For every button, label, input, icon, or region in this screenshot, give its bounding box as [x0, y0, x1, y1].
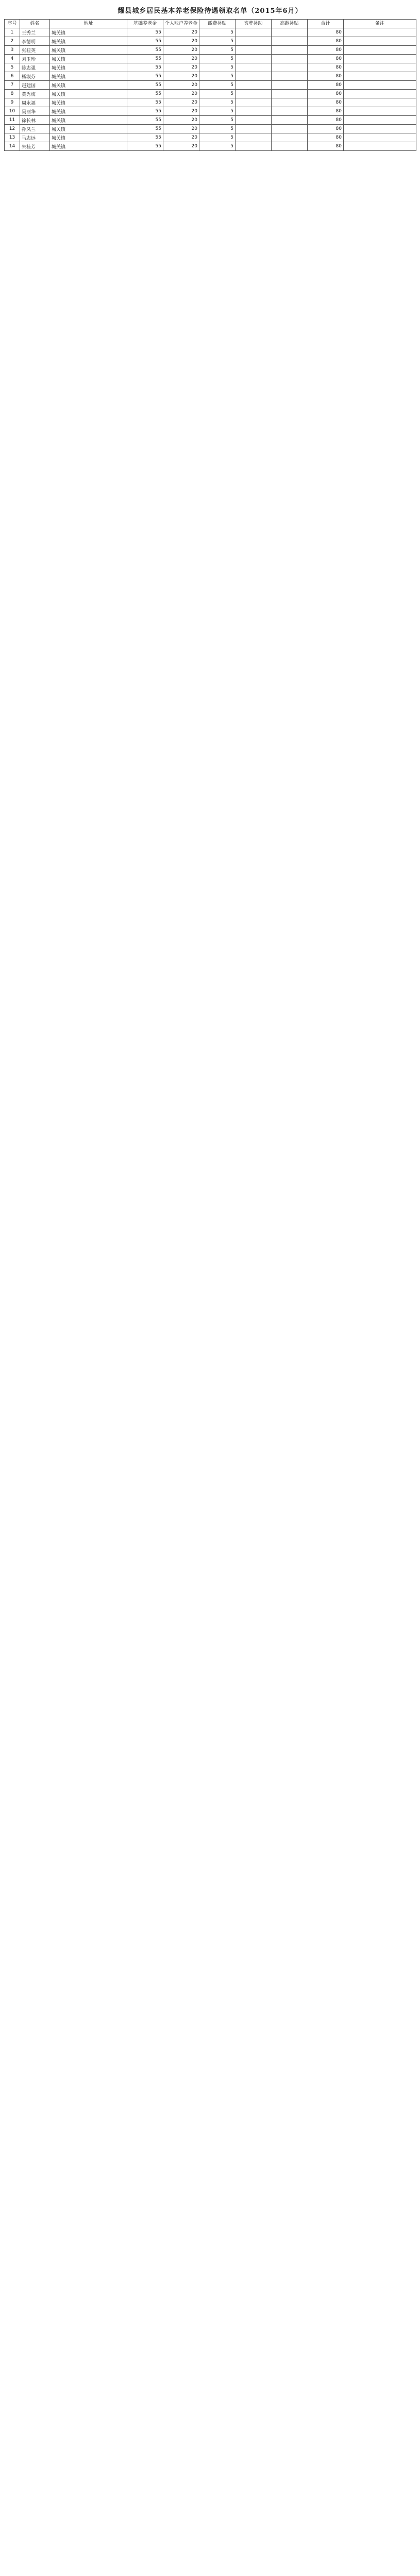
table-cell — [272, 55, 308, 63]
table-cell — [272, 46, 308, 55]
table-cell: 20 — [163, 46, 199, 55]
table-cell — [272, 107, 308, 116]
table-cell: 55 — [127, 142, 163, 151]
table-cell: 10 — [5, 107, 20, 116]
table-cell: 55 — [127, 90, 163, 98]
table-cell: 55 — [127, 125, 163, 133]
table-cell: 20 — [163, 98, 199, 107]
table-cell: 20 — [163, 37, 199, 46]
table-cell: 5 — [199, 72, 236, 81]
table-cell — [272, 116, 308, 125]
table-cell: 7 — [5, 81, 20, 90]
table-cell: 马志远 — [20, 133, 50, 142]
table-cell: 80 — [308, 116, 344, 125]
table-cell: 城关镇 — [50, 81, 127, 90]
table-cell: 80 — [308, 90, 344, 98]
table-cell: 14 — [5, 142, 20, 151]
table-cell: 城关镇 — [50, 37, 127, 46]
table-cell: 城关镇 — [50, 72, 127, 81]
table-cell: 5 — [199, 125, 236, 133]
table-cell: 12 — [5, 125, 20, 133]
table-cell — [236, 90, 272, 98]
table-row — [5, 37, 416, 46]
table-cell — [272, 28, 308, 37]
column-header: 合计 — [308, 20, 344, 28]
column-header: 丧葬补助 — [236, 20, 272, 28]
table-cell: 80 — [308, 133, 344, 142]
pension-table — [4, 19, 416, 151]
table-row — [5, 125, 416, 133]
table-cell — [272, 81, 308, 90]
table-cell — [236, 107, 272, 116]
table-cell — [344, 28, 416, 37]
table-cell — [272, 125, 308, 133]
table-cell: 城关镇 — [50, 55, 127, 63]
column-header: 缴费补贴 — [199, 20, 236, 28]
table-cell — [272, 142, 308, 151]
table-cell: 20 — [163, 72, 199, 81]
table-cell — [236, 98, 272, 107]
table-cell: 5 — [199, 28, 236, 37]
table-cell — [344, 90, 416, 98]
table-cell — [344, 142, 416, 151]
table-cell — [236, 72, 272, 81]
table-cell — [344, 55, 416, 63]
table-row — [5, 28, 416, 37]
table-cell: 张桂英 — [20, 46, 50, 55]
table-cell — [344, 125, 416, 133]
table-cell: 5 — [199, 81, 236, 90]
table-cell: 80 — [308, 81, 344, 90]
table-row — [5, 142, 416, 151]
table-cell: 陈志强 — [20, 63, 50, 72]
table-cell — [344, 37, 416, 46]
table-cell: 55 — [127, 37, 163, 46]
table-cell — [236, 116, 272, 125]
table-cell: 20 — [163, 28, 199, 37]
table-row — [5, 55, 416, 63]
table-row — [5, 81, 416, 90]
column-header: 地址 — [50, 20, 127, 28]
table-cell: 20 — [163, 116, 199, 125]
table-cell: 城关镇 — [50, 107, 127, 116]
table-cell — [236, 55, 272, 63]
table-cell: 5 — [199, 98, 236, 107]
table-cell: 杨淑芬 — [20, 72, 50, 81]
column-header: 高龄补贴 — [272, 20, 308, 28]
table-cell: 1 — [5, 28, 20, 37]
table-cell — [236, 81, 272, 90]
table-cell — [236, 46, 272, 55]
table-cell: 王秀兰 — [20, 28, 50, 37]
table-cell — [344, 98, 416, 107]
table-header — [5, 20, 416, 28]
table-row — [5, 107, 416, 116]
table-cell: 吴丽华 — [20, 107, 50, 116]
table-cell: 11 — [5, 116, 20, 125]
table-cell — [344, 107, 416, 116]
table-cell: 80 — [308, 125, 344, 133]
table-cell: 城关镇 — [50, 116, 127, 125]
table-cell: 赵建国 — [20, 81, 50, 90]
column-header: 序号 — [5, 20, 20, 28]
table-cell: 80 — [308, 46, 344, 55]
table-cell: 9 — [5, 98, 20, 107]
table-row — [5, 90, 416, 98]
table-cell: 55 — [127, 46, 163, 55]
table-cell: 城关镇 — [50, 133, 127, 142]
table-cell — [272, 98, 308, 107]
table-cell: 55 — [127, 72, 163, 81]
table-cell: 李德明 — [20, 37, 50, 46]
table-row — [5, 133, 416, 142]
table-cell: 8 — [5, 90, 20, 98]
table-cell: 周永福 — [20, 98, 50, 107]
table-cell — [344, 46, 416, 55]
table-header-row — [5, 20, 416, 28]
table-cell: 5 — [199, 142, 236, 151]
table-cell: 黄秀梅 — [20, 90, 50, 98]
table-cell — [236, 142, 272, 151]
table-cell: 城关镇 — [50, 125, 127, 133]
table-cell: 徐长林 — [20, 116, 50, 125]
table-cell: 55 — [127, 28, 163, 37]
table-cell — [272, 90, 308, 98]
table-cell — [236, 28, 272, 37]
table-cell — [344, 116, 416, 125]
table-cell: 城关镇 — [50, 28, 127, 37]
table-cell: 城关镇 — [50, 63, 127, 72]
table-cell: 城关镇 — [50, 142, 127, 151]
table-cell: 20 — [163, 90, 199, 98]
table-cell: 5 — [199, 133, 236, 142]
table-cell: 80 — [308, 72, 344, 81]
table-row — [5, 72, 416, 81]
table-cell — [236, 63, 272, 72]
table-cell: 城关镇 — [50, 98, 127, 107]
table-cell — [344, 133, 416, 142]
table-cell — [344, 72, 416, 81]
table-cell: 55 — [127, 55, 163, 63]
table-cell: 5 — [199, 55, 236, 63]
table-cell: 刘玉珍 — [20, 55, 50, 63]
table-cell: 3 — [5, 46, 20, 55]
table-cell: 55 — [127, 81, 163, 90]
table-cell: 6 — [5, 72, 20, 81]
table-cell: 80 — [308, 98, 344, 107]
table-cell: 5 — [199, 116, 236, 125]
table-row — [5, 116, 416, 125]
table-cell — [344, 81, 416, 90]
table-cell — [272, 63, 308, 72]
column-header: 个人账户养老金 — [163, 20, 199, 28]
table-cell: 80 — [308, 107, 344, 116]
table-cell: 5 — [199, 90, 236, 98]
table-cell: 5 — [199, 37, 236, 46]
table-cell: 4 — [5, 55, 20, 63]
table-body — [5, 28, 416, 151]
document-title: 耀县城乡居民基本养老保险待遇领取名单（2015年6月） — [117, 7, 303, 15]
table-cell — [236, 125, 272, 133]
table-row — [5, 98, 416, 107]
table-cell: 13 — [5, 133, 20, 142]
table-cell: 20 — [163, 81, 199, 90]
table-cell: 80 — [308, 55, 344, 63]
table-cell: 20 — [163, 55, 199, 63]
table-cell — [236, 133, 272, 142]
table-cell: 5 — [199, 63, 236, 72]
table-cell — [272, 133, 308, 142]
table-cell — [236, 37, 272, 46]
table-cell: 20 — [163, 125, 199, 133]
column-header: 姓名 — [20, 20, 50, 28]
table-cell — [272, 37, 308, 46]
table-cell: 80 — [308, 37, 344, 46]
table-cell: 80 — [308, 28, 344, 37]
table-cell: 城关镇 — [50, 46, 127, 55]
table-cell: 55 — [127, 63, 163, 72]
table-cell: 55 — [127, 116, 163, 125]
table-cell — [272, 72, 308, 81]
table-cell: 20 — [163, 133, 199, 142]
table-cell: 朱桂芳 — [20, 142, 50, 151]
table-row — [5, 46, 416, 55]
table-cell: 80 — [308, 142, 344, 151]
table-cell: 城关镇 — [50, 90, 127, 98]
column-header: 基础养老金 — [127, 20, 163, 28]
table-cell: 55 — [127, 133, 163, 142]
table-cell: 20 — [163, 142, 199, 151]
document-page — [0, 0, 420, 151]
table-cell: 55 — [127, 107, 163, 116]
table-cell: 2 — [5, 37, 20, 46]
table-cell: 5 — [199, 107, 236, 116]
table-cell: 孙凤兰 — [20, 125, 50, 133]
table-cell: 55 — [127, 98, 163, 107]
table-cell: 20 — [163, 107, 199, 116]
table-cell: 80 — [308, 63, 344, 72]
table-cell: 5 — [5, 63, 20, 72]
table-cell: 20 — [163, 63, 199, 72]
column-header: 备注 — [344, 20, 416, 28]
table-cell — [344, 63, 416, 72]
table-cell: 5 — [199, 46, 236, 55]
table-row — [5, 63, 416, 72]
